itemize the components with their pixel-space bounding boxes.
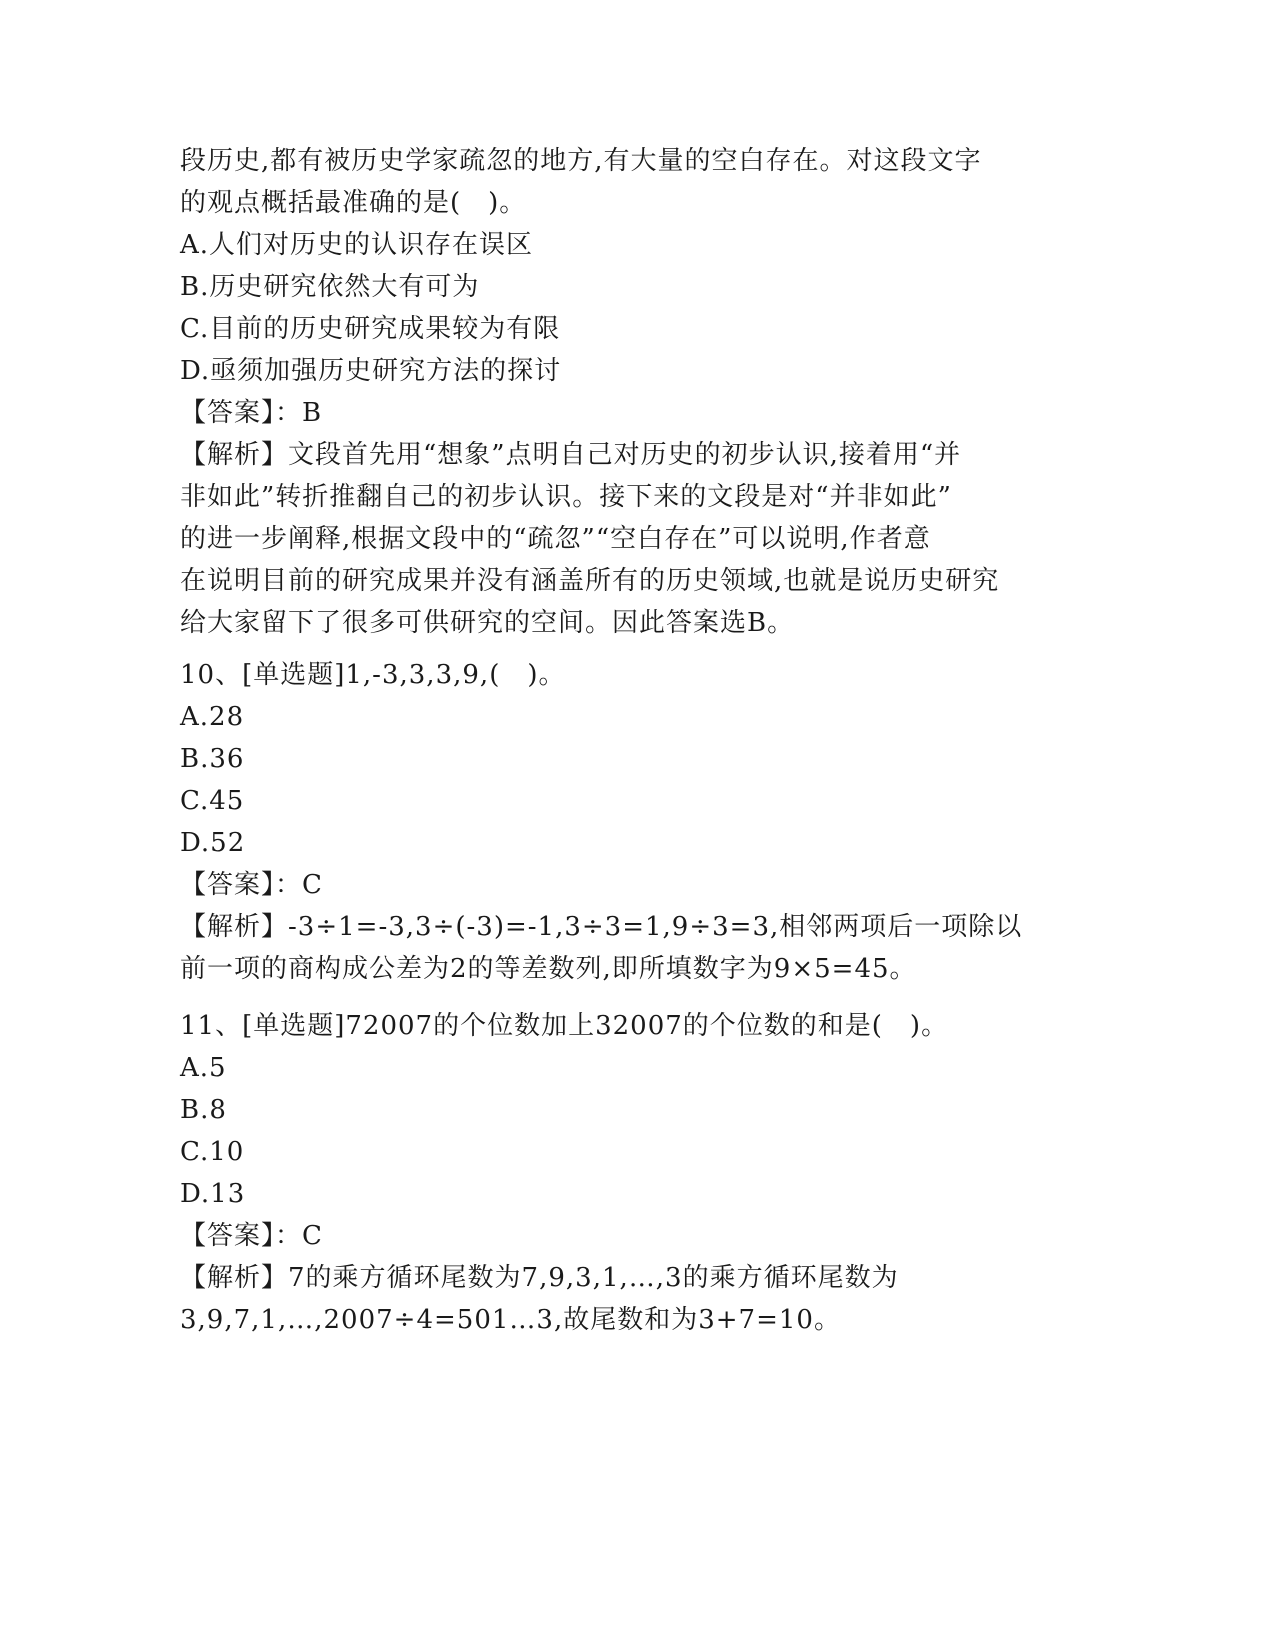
q11-analysis-line-2: 3,9,7,1,…,2007÷4=501…3,故尾数和为3+7=10。 [180,1305,841,1335]
q9-analysis-line-5: 给大家留下了很多可供研究的空间。因此答案选B。 [180,608,795,638]
q9-analysis-line-3: 的进一步阐释,根据文段中的“疏忽”“空白存在”可以说明,作者意 [180,524,931,554]
q10-option-b: B.36 [180,744,245,774]
q10-analysis-line-1: 【解析】-3÷1=-3,3÷(-3)=-1,3÷3=1,9÷3=3,相邻两项后一项除以 [180,912,1023,942]
q9-stem-line-2: 的观点概括最准确的是( )。 [180,188,527,218]
q9-analysis-line-2: 非如此”转折推翻自己的初步认识。接下来的文段是对“并非如此” [180,482,952,512]
q9-analysis-line-4: 在说明目前的研究成果并没有涵盖所有的历史领域,也就是说历史研究 [180,566,1000,596]
q9-option-d: D.亟须加强历史研究方法的探讨 [180,356,562,386]
q11-option-b: B.8 [180,1095,227,1125]
q9-option-a: A.人们对历史的认识存在误区 [180,230,534,260]
q9-option-c: C.目前的历史研究成果较为有限 [180,314,561,344]
q9-analysis-line-1: 【解析】文段首先用“想象”点明自己对历史的初步认识,接着用“并 [180,440,962,470]
q10-analysis-line-2: 前一项的商构成公差为2的等差数列,即所填数字为9×5=45。 [180,954,917,984]
q9-answer: 【答案】：B [180,398,323,428]
q10-answer: 【答案】：C [180,870,323,900]
q11-option-a: A.5 [180,1053,227,1083]
q9-option-b: B.历史研究依然大有可为 [180,272,480,302]
q11-stem: 11、[单选题]72007的个位数加上32007的个位数的和是( )。 [180,1011,949,1041]
q11-option-d: D.13 [180,1179,246,1209]
q11-option-c: C.10 [180,1137,245,1167]
q10-option-c: C.45 [180,786,245,816]
q10-stem: 10、[单选题]1,-3,3,3,9,( )。 [180,660,566,690]
q11-answer: 【答案】：C [180,1221,323,1251]
q10-option-d: D.52 [180,828,246,858]
q9-stem-line-1: 段历史,都有被历史学家疏忽的地方,有大量的空白存在。对这段文字 [180,146,982,176]
q11-analysis-line-1: 【解析】7的乘方循环尾数为7,9,3,1,…,3的乘方循环尾数为 [180,1263,899,1293]
q10-option-a: A.28 [180,702,245,732]
